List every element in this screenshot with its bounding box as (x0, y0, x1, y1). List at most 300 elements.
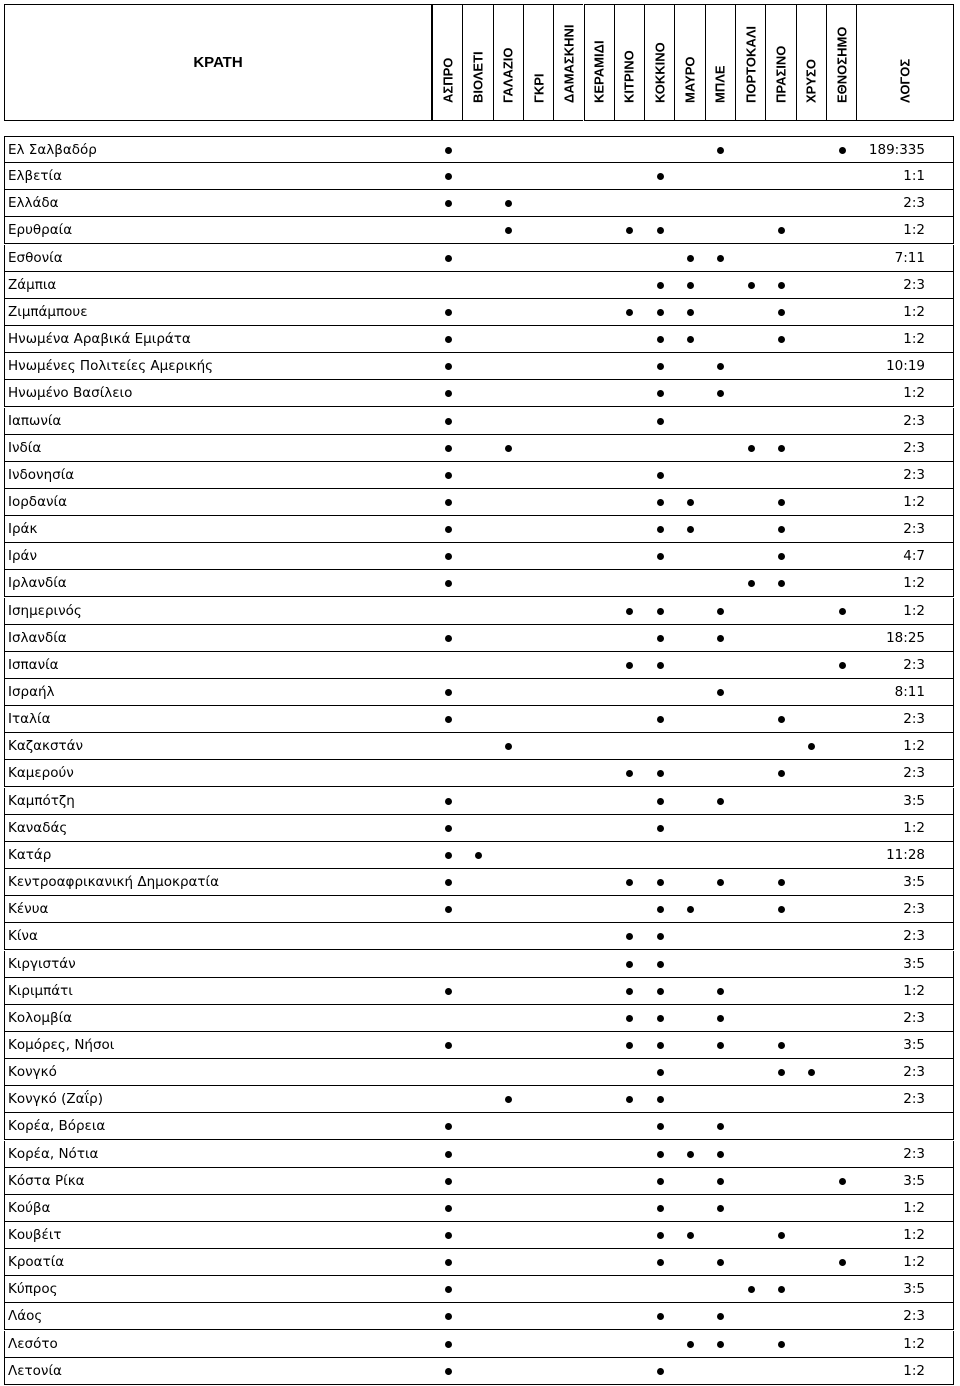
color-column-header (796, 4, 826, 121)
country-name: Κίνα (8, 928, 38, 945)
color-dot-icon (657, 309, 664, 316)
table-row (4, 788, 954, 815)
color-column-label: ΑΣΠΡΟ (440, 57, 456, 103)
country-name: Κονγκό (Ζαΐρ) (8, 1091, 103, 1108)
color-dot-icon (657, 282, 664, 289)
color-column-label: ΚΟΚΚΙΝΟ (652, 42, 668, 103)
flag-ratio: 2:3 (903, 711, 925, 728)
color-dot-icon (657, 1232, 664, 1239)
ratio-column-label: ΛΟΓΟΣ (897, 58, 913, 103)
color-dot-icon (717, 1259, 724, 1266)
flag-ratio: 1:2 (903, 303, 925, 320)
country-name: Κομόρες, Νήσοι (8, 1036, 115, 1053)
country-name: Καμερούν (8, 765, 74, 782)
color-dot-icon (778, 526, 785, 533)
flag-ratio: 2:3 (903, 1145, 925, 1162)
flag-ratio: 1:2 (903, 1199, 925, 1216)
color-dot-icon (657, 716, 664, 723)
country-name: Ιαπωνία (8, 412, 62, 429)
color-dot-icon (717, 988, 724, 995)
table-row (4, 978, 954, 1005)
color-dot-icon (687, 906, 694, 913)
country-name: Κουβέιτ (8, 1227, 62, 1243)
color-column-header (765, 4, 795, 121)
country-name: Κένυα (8, 901, 49, 918)
flag-ratio: 11:28 (886, 846, 925, 863)
color-dot-icon (505, 1096, 512, 1103)
color-dot-icon (445, 1123, 452, 1130)
color-dot-icon (717, 798, 724, 805)
color-dot-icon (717, 363, 724, 370)
country-name: Ινδονησία (8, 466, 75, 483)
country-name: Λεσότο (8, 1335, 58, 1352)
country-name: Ερυθραία (8, 222, 73, 239)
flag-ratio: 1:2 (903, 1335, 925, 1352)
table-row (4, 842, 954, 869)
flag-ratio: 3:5 (903, 1172, 925, 1189)
color-dot-icon (626, 227, 633, 234)
flag-ratio: 2:3 (903, 656, 925, 673)
color-dot-icon (657, 798, 664, 805)
color-dot-icon (748, 282, 755, 289)
color-dot-icon (657, 499, 664, 506)
table-row (4, 1276, 954, 1303)
color-dot-icon (657, 635, 664, 642)
color-dot-icon (626, 1042, 633, 1049)
table-row (4, 1141, 954, 1168)
country-name: Ισημερινός (8, 602, 82, 619)
color-dot-icon (445, 1286, 452, 1293)
color-dot-icon (445, 418, 452, 425)
color-dot-icon (808, 1069, 815, 1076)
color-dot-icon (626, 879, 633, 886)
table-row (4, 245, 954, 272)
table-row (4, 869, 954, 896)
color-dot-icon (839, 1259, 846, 1266)
color-dot-icon (445, 390, 452, 397)
country-name: Κόστα Ρίκα (8, 1172, 85, 1189)
table-row (4, 299, 954, 326)
flag-ratio: 10:19 (886, 358, 925, 375)
table-row (4, 408, 954, 435)
color-column-header (462, 4, 492, 121)
color-column-label: ΧΡΥΣΟ (803, 59, 819, 103)
country-name: Ελβετία (8, 168, 63, 185)
table-row (4, 706, 954, 733)
country-name: Κιριμπάτι (8, 982, 73, 999)
color-dot-icon (445, 1042, 452, 1049)
color-dot-icon (445, 309, 452, 316)
color-column-label: ΠΟΡΤΟΚΑΛΙ (743, 25, 759, 103)
flag-ratio: 3:5 (903, 1036, 925, 1053)
country-name: Κροατία (8, 1254, 65, 1271)
table-row (4, 652, 954, 679)
color-dot-icon (445, 336, 452, 343)
color-dot-icon (657, 227, 664, 234)
color-dot-icon (717, 1341, 724, 1348)
color-dot-icon (717, 1015, 724, 1022)
color-dot-icon (717, 1205, 724, 1212)
table-row (4, 489, 954, 516)
color-dot-icon (778, 309, 785, 316)
color-dot-icon (657, 879, 664, 886)
table-row (4, 1222, 954, 1249)
table-row (4, 1249, 954, 1276)
color-dot-icon (778, 906, 785, 913)
color-dot-icon (778, 1069, 785, 1076)
color-dot-icon (626, 770, 633, 777)
color-column-label: ΓΚΡΙ (531, 73, 547, 103)
flag-ratio: 2:3 (903, 1091, 925, 1108)
color-dot-icon (778, 1232, 785, 1239)
country-name: Κολομβία (8, 1009, 73, 1026)
country-name: Ισραήλ (8, 684, 55, 700)
color-dot-icon (445, 1151, 452, 1158)
table-row (4, 543, 954, 570)
color-dot-icon (626, 1096, 633, 1103)
flag-ratio: 189:335 (868, 142, 925, 158)
flag-ratio: 2:3 (903, 276, 925, 293)
color-dot-icon (445, 879, 452, 886)
color-dot-icon (445, 1232, 452, 1239)
color-dot-icon (445, 852, 452, 859)
table-row (4, 815, 954, 842)
table-row (4, 679, 954, 706)
color-dot-icon (445, 906, 452, 913)
table-row (4, 462, 954, 489)
flag-ratio: 2:3 (903, 439, 925, 456)
country-name: Ιράν (8, 548, 37, 565)
country-name: Κύπρος (8, 1281, 58, 1298)
color-dot-icon (445, 1368, 452, 1375)
table-row (4, 1358, 954, 1385)
color-dot-icon (445, 363, 452, 370)
table-row (4, 896, 954, 923)
color-dot-icon (626, 608, 633, 615)
table-row (4, 380, 954, 407)
color-dot-icon (657, 608, 664, 615)
color-dot-icon (657, 1123, 664, 1130)
color-column-header (644, 4, 674, 121)
flag-ratio: 1:2 (903, 819, 925, 836)
color-dot-icon (657, 1015, 664, 1022)
color-dot-icon (657, 336, 664, 343)
color-dot-icon (778, 1286, 785, 1293)
flag-ratio: 2:3 (903, 466, 925, 483)
color-dot-icon (717, 147, 724, 154)
color-dot-icon (839, 608, 846, 615)
table-row (4, 272, 954, 299)
color-dot-icon (717, 1123, 724, 1130)
flag-ratio: 3:5 (903, 1281, 925, 1298)
color-dot-icon (748, 445, 755, 452)
country-name: Ιρλανδία (8, 575, 67, 592)
color-dot-icon (445, 798, 452, 805)
color-dot-icon (687, 499, 694, 506)
color-dot-icon (657, 662, 664, 669)
color-dot-icon (445, 526, 452, 533)
table-row (4, 1303, 954, 1330)
color-dot-icon (657, 390, 664, 397)
flag-ratio: 2:3 (903, 928, 925, 945)
flag-ratio: 1:2 (903, 1254, 925, 1271)
color-dot-icon (445, 1313, 452, 1320)
flag-ratio: 7:11 (894, 249, 925, 266)
country-name: Κούβα (8, 1199, 51, 1216)
flag-ratio: 2:3 (903, 195, 925, 212)
flag-ratio: 1:2 (903, 738, 925, 755)
color-dot-icon (626, 1015, 633, 1022)
country-name: Λάος (8, 1308, 43, 1325)
country-name: Καναδάς (8, 819, 68, 836)
color-column-label: ΚΕΡΑΜΙΔΙ (591, 40, 607, 103)
color-dot-icon (626, 988, 633, 995)
color-dot-icon (445, 147, 452, 154)
country-name: Ισπανία (8, 656, 59, 673)
color-dot-icon (687, 336, 694, 343)
flag-ratio: 2:3 (903, 1308, 925, 1325)
color-dot-icon (445, 635, 452, 642)
country-name: Ιταλία (8, 711, 51, 728)
color-dot-icon (778, 553, 785, 560)
color-column-label: ΕΘΝΟΣΗΜΟ (834, 26, 850, 103)
color-dot-icon (808, 743, 815, 750)
table-row (4, 190, 954, 217)
flag-ratio: 1:2 (903, 575, 925, 592)
color-dot-icon (657, 906, 664, 913)
color-dot-icon (626, 961, 633, 968)
color-column-header (584, 4, 614, 121)
ratio-column-header (856, 4, 954, 121)
color-dot-icon (445, 1178, 452, 1185)
color-dot-icon (748, 580, 755, 587)
color-dot-icon (445, 499, 452, 506)
country-name: Κορέα, Βόρεια (8, 1118, 106, 1135)
color-dot-icon (626, 309, 633, 316)
table-row (4, 951, 954, 978)
color-dot-icon (445, 689, 452, 696)
table-row (4, 1032, 954, 1059)
flag-ratio: 2:3 (903, 412, 925, 429)
color-column-label: ΜΑΥΡΟ (682, 56, 698, 103)
color-dot-icon (445, 716, 452, 723)
color-dot-icon (626, 662, 633, 669)
country-name: Κονγκό (8, 1064, 57, 1081)
color-dot-icon (839, 1178, 846, 1185)
flag-ratio: 1:2 (903, 982, 925, 999)
color-dot-icon (657, 1205, 664, 1212)
color-dot-icon (778, 770, 785, 777)
color-dot-icon (657, 770, 664, 777)
table-row (4, 625, 954, 652)
flag-ratio: 1:2 (903, 1362, 925, 1379)
color-dot-icon (445, 472, 452, 479)
color-dot-icon (657, 418, 664, 425)
color-dot-icon (445, 825, 452, 832)
color-dot-icon (778, 282, 785, 289)
table-row (4, 1195, 954, 1222)
color-dot-icon (657, 1096, 664, 1103)
color-dot-icon (657, 1042, 664, 1049)
color-dot-icon (657, 1151, 664, 1158)
color-dot-icon (657, 933, 664, 940)
country-name: Ζιμπάμπουε (8, 303, 88, 320)
color-column-header (493, 4, 523, 121)
country-name: Λετονία (8, 1362, 62, 1379)
color-dot-icon (657, 526, 664, 533)
flag-ratio: 1:1 (903, 168, 925, 185)
color-dot-icon (778, 580, 785, 587)
color-dot-icon (445, 200, 452, 207)
flag-ratio: 3:5 (903, 792, 925, 809)
color-dot-icon (445, 445, 452, 452)
color-dot-icon (687, 255, 694, 262)
color-dot-icon (717, 879, 724, 886)
color-dot-icon (657, 1178, 664, 1185)
flag-ratio: 2:3 (903, 1064, 925, 1081)
table-row (4, 923, 954, 950)
color-dot-icon (717, 608, 724, 615)
color-dot-icon (626, 933, 633, 940)
color-dot-icon (657, 961, 664, 968)
color-dot-icon (687, 1341, 694, 1348)
color-dot-icon (717, 635, 724, 642)
color-dot-icon (687, 526, 694, 533)
color-column-label: ΜΠΛΕ (712, 65, 728, 103)
flag-ratio: 1:2 (903, 222, 925, 239)
color-dot-icon (778, 445, 785, 452)
color-dot-icon (445, 255, 452, 262)
table-row (4, 1113, 954, 1140)
color-dot-icon (505, 445, 512, 452)
states-header-label: ΚΡΑΤΗ (193, 54, 243, 71)
color-dot-icon (778, 227, 785, 234)
country-name: Ηνωμένα Αραβικά Εμιράτα (8, 331, 191, 348)
color-dot-icon (687, 1151, 694, 1158)
table-row (4, 1168, 954, 1195)
flag-ratio: 1:2 (903, 602, 925, 619)
color-dot-icon (657, 472, 664, 479)
color-dot-icon (839, 662, 846, 669)
table-row (4, 733, 954, 760)
color-dot-icon (717, 1151, 724, 1158)
color-dot-icon (657, 1313, 664, 1320)
color-dot-icon (687, 1232, 694, 1239)
flag-ratio: 4:7 (903, 548, 925, 565)
color-dot-icon (687, 309, 694, 316)
color-dot-icon (717, 255, 724, 262)
country-name: Κιργιστάν (8, 955, 76, 972)
color-dot-icon (657, 988, 664, 995)
color-column-label: ΠΡΑΣΙΝΟ (773, 45, 789, 103)
color-column-header (614, 4, 644, 121)
flag-ratio: 2:3 (903, 765, 925, 782)
table-row (4, 598, 954, 625)
color-dot-icon (839, 147, 846, 154)
flag-ratio: 3:5 (903, 955, 925, 972)
flag-ratio: 1:2 (903, 331, 925, 348)
table-row (4, 516, 954, 543)
country-name: Καζακστάν (8, 738, 84, 755)
country-name: Ηνωμένο Βασίλειο (8, 385, 133, 402)
color-column-label: ΓΑΛΑΖΙΟ (500, 47, 516, 103)
table-row (4, 217, 954, 244)
color-dot-icon (717, 689, 724, 696)
color-dot-icon (445, 580, 452, 587)
color-dot-icon (778, 879, 785, 886)
color-dot-icon (657, 1368, 664, 1375)
color-dot-icon (717, 390, 724, 397)
country-name: Εσθονία (8, 249, 63, 266)
color-dot-icon (748, 1286, 755, 1293)
table-row (4, 435, 954, 462)
color-column-header (826, 4, 856, 121)
color-dot-icon (505, 227, 512, 234)
color-column-header (705, 4, 735, 121)
flag-ratio: 2:3 (903, 521, 925, 538)
color-dot-icon (505, 200, 512, 207)
country-name: Κορέα, Νότια (8, 1145, 99, 1162)
flag-ratio: 2:3 (903, 901, 925, 918)
country-name: Καμπότζη (8, 792, 75, 809)
country-name: Ελλάδα (8, 195, 59, 212)
color-dot-icon (475, 852, 482, 859)
color-dot-icon (657, 1259, 664, 1266)
country-name: Ζάμπια (8, 276, 57, 293)
table-row (4, 353, 954, 380)
flag-ratio: 8:11 (894, 684, 925, 700)
table-row (4, 570, 954, 597)
table-row (4, 163, 954, 190)
color-dot-icon (717, 1178, 724, 1185)
flag-ratio: 18:25 (886, 629, 925, 646)
color-dot-icon (717, 1042, 724, 1049)
color-dot-icon (445, 1205, 452, 1212)
color-dot-icon (657, 1069, 664, 1076)
country-name: Ισλανδία (8, 629, 67, 646)
color-dot-icon (445, 1341, 452, 1348)
table-row (4, 1005, 954, 1032)
color-dot-icon (445, 988, 452, 995)
country-name: Κεντροαφρικανική Δημοκρατία (8, 874, 220, 891)
color-dot-icon (778, 499, 785, 506)
color-dot-icon (717, 1313, 724, 1320)
color-dot-icon (657, 173, 664, 180)
flag-ratio: 1:2 (903, 493, 925, 510)
table-row (4, 760, 954, 787)
color-column-header (432, 4, 462, 121)
color-column-label: ΚΙΤΡΙΝΟ (621, 50, 637, 103)
color-column-header (674, 4, 704, 121)
color-column-label: ΔΑΜΑΣΚΗΝΙ (561, 24, 577, 103)
color-column-header (735, 4, 765, 121)
country-name: Ιορδανία (8, 493, 67, 510)
flag-ratio: 1:2 (903, 1227, 925, 1243)
color-dot-icon (657, 363, 664, 370)
color-column-header (553, 4, 583, 121)
color-dot-icon (657, 825, 664, 832)
color-dot-icon (778, 1341, 785, 1348)
color-column-header (523, 4, 553, 121)
color-dot-icon (505, 743, 512, 750)
color-dot-icon (657, 553, 664, 560)
states-column-header (4, 4, 432, 121)
color-dot-icon (778, 716, 785, 723)
country-name: Ελ Σαλβαδόρ (8, 142, 97, 158)
color-dot-icon (445, 1259, 452, 1266)
flag-ratio: 3:5 (903, 874, 925, 891)
color-column-label: ΒΙΟΛΕΤΙ (470, 51, 486, 103)
